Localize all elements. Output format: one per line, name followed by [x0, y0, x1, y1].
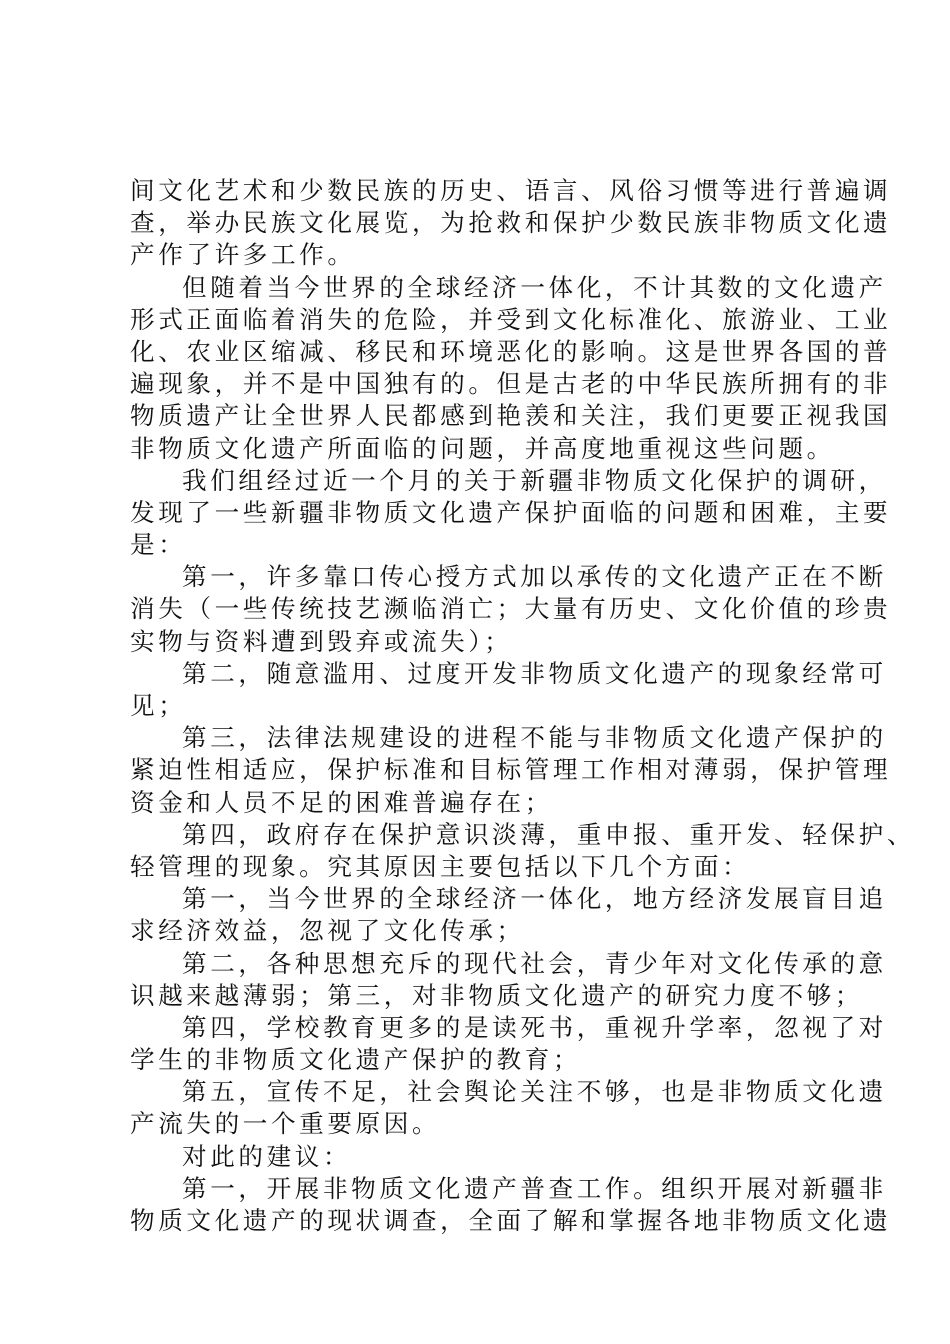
- text-line: 遍现象，并不是中国独有的。但是古老的中华民族所拥有的非: [130, 369, 892, 399]
- text-line: 查，举办民族文化展览，为抢救和保护少数民族非物质文化遗: [130, 208, 892, 238]
- text-line: 化、农业区缩减、移民和环境恶化的影响。这是世界各国的普: [130, 336, 892, 366]
- text-line: 紧迫性相适应，保护标准和目标管理工作相对薄弱，保护管理: [130, 755, 892, 785]
- text-line: 消失（一些传统技艺濒临消亡；大量有历史、文化价值的珍贵: [130, 594, 892, 624]
- text-line: 实物与资料遭到毁弃或流失）；: [130, 626, 513, 656]
- text-line: 第二，各种思想充斥的现代社会，青少年对文化传承的意: [182, 948, 887, 978]
- document-body: [130, 175, 916, 1237]
- text-line: 第四，政府存在保护意识淡薄，重申报、重开发、轻保护、: [182, 819, 916, 849]
- text-line: 学生的非物质文化遗产保护的教育；: [130, 1045, 582, 1075]
- text-line: 但随着当今世界的全球经济一体化，不计其数的文化遗产: [182, 272, 887, 302]
- text-line: 形式正面临着消失的危险，并受到文化标准化、旅游业、工业: [130, 304, 892, 334]
- text-line: 产作了许多工作。: [130, 240, 356, 270]
- text-line: 物质文化遗产的现状调查，全面了解和掌握各地非物质文化遗: [130, 1206, 892, 1235]
- text-line: 第四，学校教育更多的是读死书，重视升学率，忽视了对: [182, 1012, 887, 1042]
- text-line: 间文化艺术和少数民族的历史、语言、风俗习惯等进行普遍调: [130, 176, 892, 205]
- text-line: 非物质文化遗产所面临的问题，并高度地重视这些问题。: [130, 433, 835, 463]
- text-line: 第二，随意滥用、过度开发非物质文化遗产的现象经常可: [182, 658, 887, 688]
- text-line: 物质遗产让全世界人民都感到艳羡和关注，我们更要正视我国: [130, 401, 892, 431]
- text-line: 是：: [130, 530, 187, 560]
- text-line: 见；: [130, 691, 187, 720]
- text-line: 对此的建议：: [182, 1141, 352, 1171]
- text-line: 轻管理的现象。究其原因主要包括以下几个方面：: [130, 851, 751, 881]
- text-line: 我们组经过近一个月的关于新疆非物质文化保护的调研，: [182, 465, 887, 495]
- text-line: 求经济效益，忽视了文化传承；: [130, 916, 525, 946]
- text-line: 第一，当今世界的全球经济一体化，地方经济发展盲目追: [182, 884, 887, 914]
- text-line: 第五，宣传不足，社会舆论关注不够，也是非物质文化遗: [182, 1077, 887, 1107]
- text-line: 产流失的一个重要原因。: [130, 1109, 441, 1139]
- text-line: 第一，许多靠口传心授方式加以承传的文化遗产正在不断: [182, 562, 887, 592]
- text-line: 识越来越薄弱；第三，对非物质文化遗产的研究力度不够；: [130, 980, 864, 1010]
- text-line: 资金和人员不足的困难普遍存在；: [130, 787, 553, 817]
- text-line: 第三，法律法规建设的进程不能与非物质文化遗产保护的: [182, 723, 887, 753]
- text-line: 发现了一些新疆非物质文化遗产保护面临的问题和困难，主要: [130, 497, 892, 527]
- text-line: 第一，开展非物质文化遗产普查工作。组织开展对新疆非: [182, 1173, 887, 1203]
